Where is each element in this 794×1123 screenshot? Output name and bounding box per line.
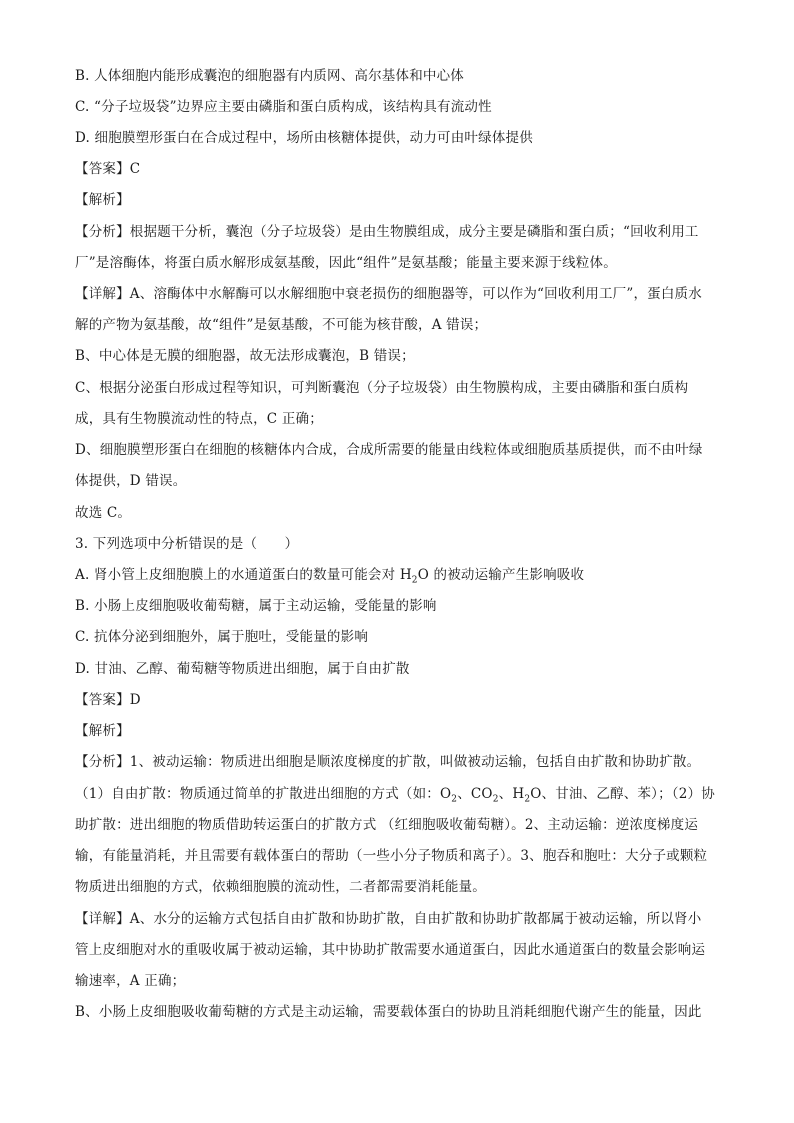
q3-answer: 【答案】D [75,692,141,708]
q2-fenxi-line-1: 【分析】根据题干分析，囊泡（分子垃圾袋）是由生物膜组成，成分主要是磷脂和蛋白质；“回收利用工 [75,224,699,240]
q3-option-b: B. 小肠上皮细胞吸收葡萄糖，属于主动运输，受能量的影响 [75,598,437,614]
q3-fenxi-2-b: 、CO [457,786,493,802]
q3-fenxi-2-c: 、H [498,786,525,802]
q3-xiangjie-line-3: 输速率，A 正确； [75,973,186,989]
q2-xiangjie-line-7: 体提供，D 错误。 [75,473,187,489]
q3-fenxi-2-sub1: 2 [451,794,458,805]
q2-xiangjie-line-2: 解的产物为氨基酸，故“组件”是氨基酸，不可能为核苷酸，A 错误； [75,317,488,333]
q2-xiangjie-line-3: B、中心体是无膜的细胞器，故无法形成囊泡，B 错误； [75,348,415,364]
q3-xiangjie-line-2: 管上皮细胞对水的重吸收属于被动运输，其中协助扩散需要水通道蛋白，因此水通道蛋白的数量会影响运 [75,942,706,958]
q3-option-c: C. 抗体分泌到细胞外，属于胞吐，受能量的影响 [75,629,369,645]
q3-fenxi-line-1: 【分析】1、被动运输：物质进出细胞是顺浓度梯度的扩散，叫做被动运输，包括自由扩散和协助扩散。 [75,754,701,770]
q3-option-a-sub: 2 [411,575,418,586]
q3-fenxi-line-5: 物质进出细胞的方式，依赖细胞膜的流动性，二者都需要消耗能量。 [75,879,486,895]
q2-answer: 【答案】C [75,161,141,177]
q2-option-c: C. “分子垃圾袋”边界应主要由磷脂和蛋白质构成，该结构具有流动性 [75,99,492,115]
q3-fenxi-2-a: （1）自由扩散：物质通过简单的扩散进出细胞的方式（如：O [75,786,452,802]
q3-fenxi-2-sub3: 2 [524,794,531,805]
q2-xiangjie-line-4: C、根据分泌蛋白形成过程等知识，可判断囊泡（分子垃圾袋）由生物膜构成，主要由磷脂和蛋白质构 [75,380,689,396]
q3-option-a-post: O 的被动运输产生影响吸收 [417,567,585,583]
q2-option-d: D. 细胞膜塑形蛋白在合成过程中，场所由核糖体提供，动力可由叶绿体提供 [75,130,533,146]
q3-fenxi-2-sub2: 2 [492,794,499,805]
q3-fenxi-2-d: O、甘油、乙醇、苯）；（2）协 [530,786,715,802]
q3-option-a [75,565,725,585]
q3-fenxi-line-2 [75,784,725,804]
q3-xiangjie-line-4: B、小肠上皮细胞吸收葡萄糖的方式是主动运输，需要载体蛋白的协助且消耗细胞代谢产生的能量，因此 [75,1004,702,1020]
q3-option-a-pre: A. 肾小管上皮细胞膜上的水通道蛋白的数量可能会对 H [75,567,412,583]
q3-stem: 3. 下列选项中分析错误的是（ ） [75,536,299,552]
q3-xiangjie-line-1: 【详解】A、水分的运输方式包括自由扩散和协助扩散，自由扩散和协助扩散都属于被动运输，所以肾小 [75,911,702,927]
q3-fenxi-line-3: 助扩散：进出细胞的物质借助转运蛋白的扩散方式 （红细胞吸收葡萄糖）。2、主动运输：逆浓度梯度运 [75,817,699,833]
q2-fenxi-line-2: 厂”是溶酶体，将蛋白质水解形成氨基酸，因此“组件”是氨基酸；能量主要来源于线粒体。 [75,255,617,271]
q2-xiangjie-line-1: 【详解】A、溶酶体中水解酶可以水解细胞中衰老损伤的细胞器等，可以作为“回收利用工厂”，蛋白质水 [75,286,702,302]
q2-option-b: B. 人体细胞内能形成囊泡的细胞器有内质网、高尔基体和中心体 [75,68,465,84]
q2-xiangjie-line-6: D、细胞膜塑形蛋白在细胞的核糖体内合成，合成所需要的能量由线粒体或细胞质基质提供，而不由叶绿 [75,442,703,458]
q2-conclusion: 故选 C。 [75,505,132,521]
q3-fenxi-line-4: 输，有能量消耗，并且需要有载体蛋白的帮助（一些小分子物质和离子）。3、胞吞和胞吐：大分子或颗粒 [75,848,708,864]
q3-option-d: D. 甘油、乙醇、葡萄糖等物质进出细胞，属于自由扩散 [75,661,410,677]
q3-analysis-heading: 【解析】 [75,723,130,739]
q2-xiangjie-line-5: 成，具有生物膜流动性的特点，C 正确； [75,411,323,427]
q2-analysis-heading: 【解析】 [75,192,130,208]
